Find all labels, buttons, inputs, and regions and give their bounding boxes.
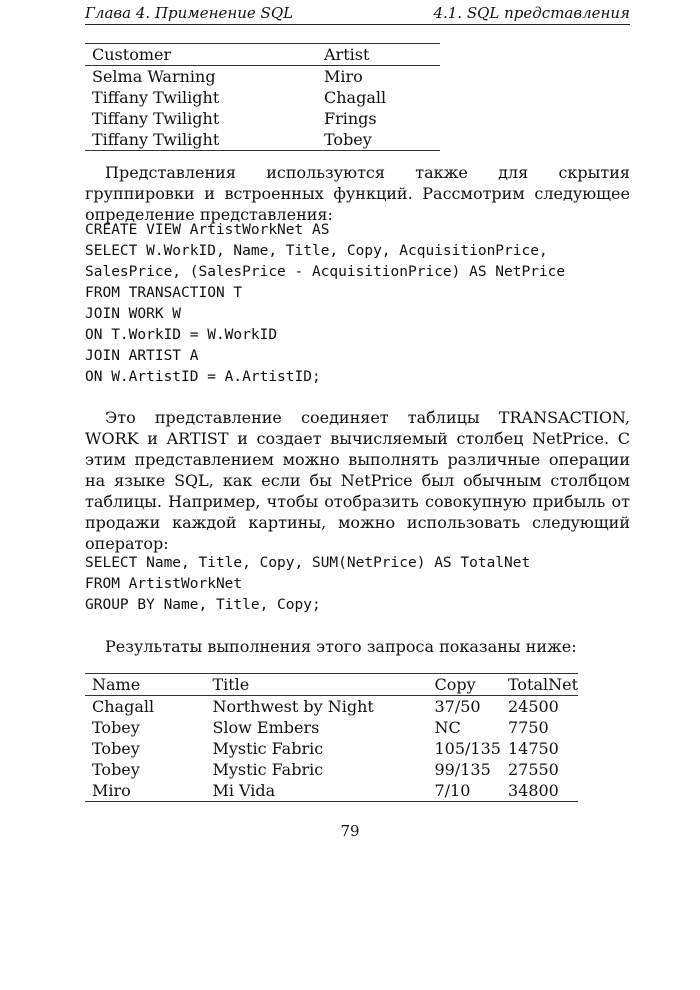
table-cell: Tobey (317, 129, 440, 151)
table-cell: Northwest by Night (212, 697, 374, 716)
table-cell: Tiffany Twilight (92, 109, 220, 128)
paragraph-view-explanation: Это представление соединяет таблицы TRANSACTION, WORK и ARTIST и создает вычисляемый столбец NetPrice. С этим представлением можно выполнять различные операции на языке SQL, как если бы NetPrice был обычным столбцом таблицы. Например, чтобы отобразить совокупную прибыль от продажи каждой картины, можно использовать следующий оператор: (85, 408, 630, 553)
table-cell: NC (434, 718, 461, 737)
table-row (85, 780, 578, 802)
running-header (85, 2, 630, 25)
table-cell: Mi Vida (205, 780, 427, 802)
table-cell: Chagall (92, 697, 155, 716)
table-row (85, 108, 440, 129)
column-header-customer: Customer (85, 44, 317, 66)
column-header-artist: Artist (317, 44, 440, 66)
column-header-totalnet: TotalNet (501, 674, 578, 696)
code-create-view: CREATE VIEW ArtistWorkNet AS SELECT W.WorkID, Name, Title, Copy, AcquisitionPrice, SalesPrice, (SalesPrice - AcquisitionPrice) AS NetPrice FROM TRANSACTION T JOIN WORK W ON T.WorkID = W.WorkID JOIN ARTIST A ON W.ArtistID = A.ArtistID; (85, 222, 566, 385)
code-select-query: SELECT Name, Title, Copy, SUM(NetPrice) AS TotalNet FROM ArtistWorkNet GROUP BY Name, Title, Copy; (85, 555, 531, 613)
table-cell: 7/10 (427, 780, 500, 802)
table-cell: 14750 (507, 739, 559, 758)
table-row (85, 66, 440, 88)
column-header-copy: Copy (427, 674, 500, 696)
table-row (85, 738, 578, 759)
table-cell: Selma Warning (92, 67, 216, 86)
table-cell: 99/135 (434, 760, 491, 779)
customer-artist-table (85, 43, 440, 151)
table-cell: Mystic Fabric (212, 760, 324, 779)
table-row (85, 129, 440, 151)
table-cell: 37/50 (434, 697, 481, 716)
table-header-row (85, 674, 578, 696)
table-row (85, 759, 578, 780)
table-cell: 24500 (507, 697, 559, 716)
section-title: 4.1. SQL представления (433, 4, 630, 22)
table-cell: Slow Embers (212, 718, 320, 737)
table-cell: Tobey (92, 760, 140, 779)
table-cell: 34800 (501, 780, 578, 802)
table-cell: 7750 (507, 718, 549, 737)
table-cell: Frings (324, 109, 377, 128)
table-row (85, 717, 578, 738)
results-table (85, 673, 578, 802)
table-cell: 27550 (507, 760, 559, 779)
column-header-name: Name (85, 674, 205, 696)
table-cell: Tobey (92, 739, 140, 758)
table-cell: Mystic Fabric (212, 739, 324, 758)
column-header-title: Title (205, 674, 427, 696)
table-cell: 105/135 (434, 739, 501, 758)
paragraph-views-intro: Представления используются также для скрытия группировки и встроенных функций. Рассмотрим следующее определение представления: (85, 163, 630, 224)
table-cell: Miro (324, 67, 363, 86)
table-header-row (85, 44, 440, 66)
chapter-title: Глава 4. Применение SQL (85, 4, 294, 22)
table-cell: Chagall (324, 88, 387, 107)
table-cell: Tiffany Twilight (92, 88, 220, 107)
table-cell: Tobey (92, 718, 140, 737)
page-number: 79 (340, 822, 360, 840)
paragraph-results-intro: Результаты выполнения этого запроса показаны ниже: (105, 637, 577, 656)
table-cell: Tiffany Twilight (85, 129, 317, 151)
table-row (85, 696, 578, 718)
table-row (85, 87, 440, 108)
table-cell: Miro (85, 780, 205, 802)
